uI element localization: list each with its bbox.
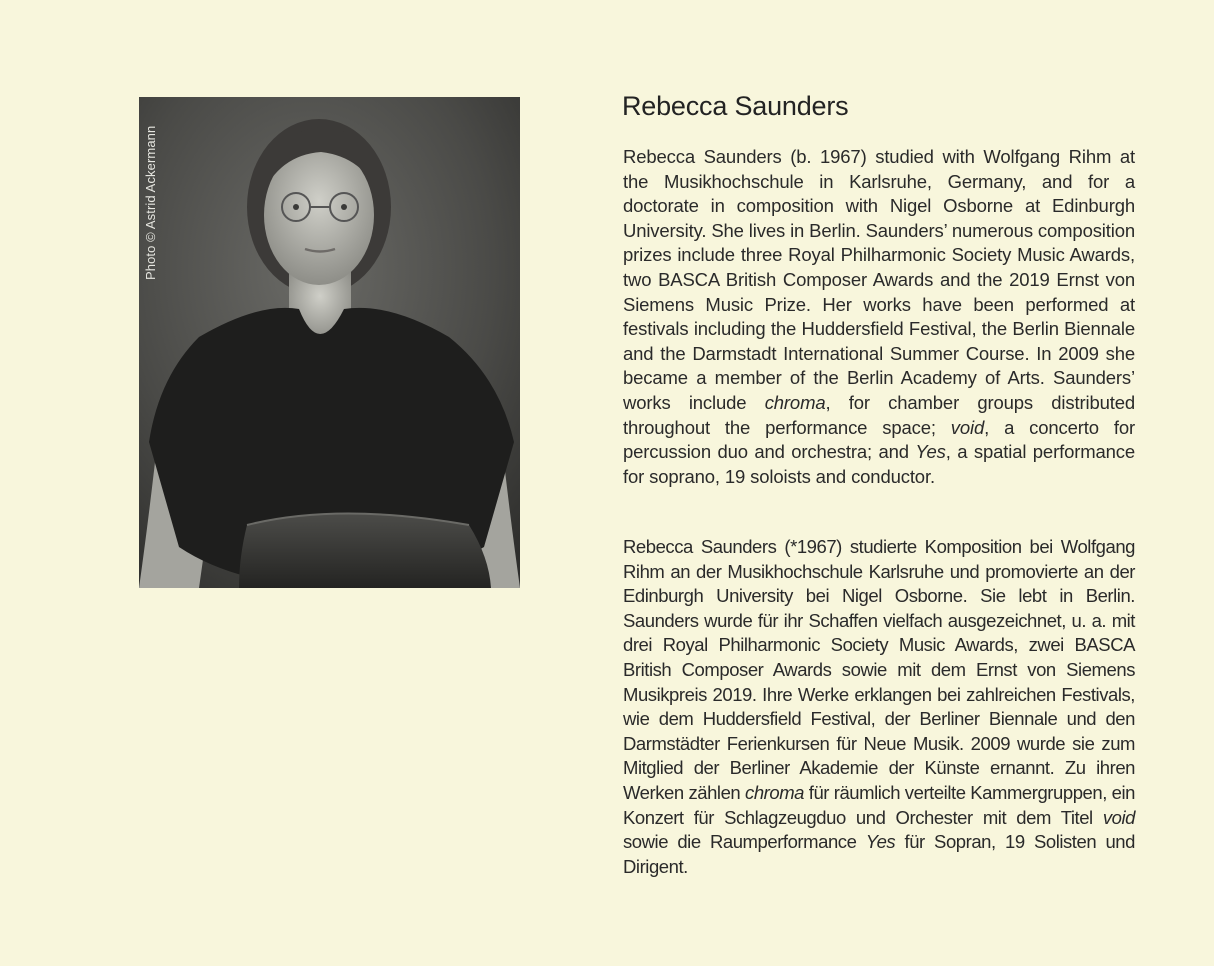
work-title: void xyxy=(950,416,985,438)
bio-german xyxy=(623,535,1135,879)
bio-text-segment: , for chamber groups distributed throughout the performance space; xyxy=(623,391,1135,438)
bio-english xyxy=(623,145,1135,489)
work-title: Yes xyxy=(915,441,946,463)
page-title: Rebecca Saunders xyxy=(622,91,849,121)
bio-text-segment: , a spatial performance for soprano, 19 soloists and conductor. xyxy=(623,441,1135,487)
bio-text-segment: , a concerto for percussion duo and orchestra; and xyxy=(623,416,1135,463)
bio-text-segment: sowie die Raumperformance xyxy=(623,831,866,853)
portrait-photo xyxy=(139,97,520,588)
work-title: chroma xyxy=(745,781,805,803)
bio-text-segment: Rebecca Saunders (b. 1967) studied with Wolfgang Rihm at the Musikhochschule in Karlsruhe, Germany, and for a doctorate in composition with Nigel Osborne at Edinburgh University. She lives in Berlin. Saunders’ numerous composition prizes include three Royal Philharmonic Society Music Awards, two BASCA British Composer Awards and the 2019 Ernst von Siemens Music Prize. Her works have been performed at festivals including the Huddersfield Festival, the Berlin Biennale and the Darmstadt International Summer Course. In 2009 she became a member of the Berlin Academy of Arts. Saunders’ works include xyxy=(623,146,1135,413)
work-title: Yes xyxy=(865,831,896,853)
portrait-illustration xyxy=(139,97,520,588)
bio-text-segment: für Sopran, 19 Solisten und Dirigent. xyxy=(623,831,1135,877)
bio-text-segment: für räumlich verteilte Kammergruppen, ein Konzert für Schlagzeugduo und Orchester mit dem Titel xyxy=(623,781,1135,828)
work-title: chroma xyxy=(764,391,826,413)
work-title: void xyxy=(1102,806,1135,828)
bio-text-segment: Rebecca Saunders (*1967) studierte Komposition bei Wolfgang Rihm an der Musikhochschule Karlsruhe und promovierte an der Edinburgh University bei Nigel Osborne. Sie lebt in Berlin. Saunders wurde für ihr Schaffen vielfach ausgezeichnet, u. a. mit drei Royal Philharmonic Society Music Awards, zwei BASCA British Composer Awards sowie mit dem Ernst von Siemens Musikpreis 2019. Ihre Werke erklangen bei zahlreichen Festivals, wie dem Huddersfield Festival, der Berliner Biennale und den Darmstädter Ferienkursen für Neue Musik. 2009 wurde sie zum Mitglied der Berliner Akademie der Künste ernannt. Zu ihren Werken zählen xyxy=(623,536,1135,803)
